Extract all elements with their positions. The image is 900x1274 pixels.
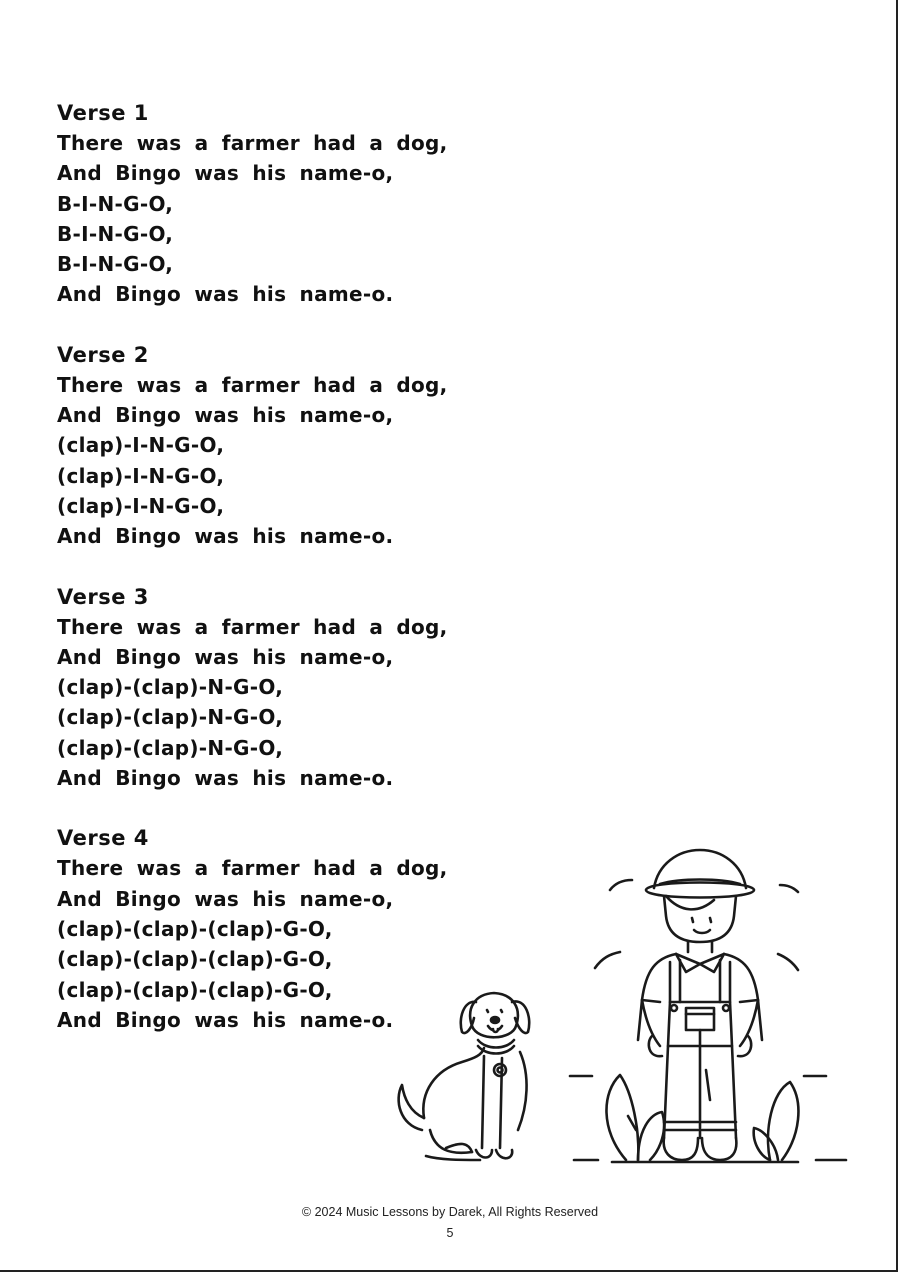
verse-line: B-I-N-G-O, xyxy=(57,221,174,246)
verse-line: And Bingo was his name-o, xyxy=(57,886,394,911)
verse-line: (clap)-(clap)-N-G-O, xyxy=(57,705,284,730)
verse-line: And Bingo was his name-o, xyxy=(57,403,394,428)
verse-1 xyxy=(57,98,477,310)
page-footer xyxy=(0,1202,900,1244)
copyright-notice: © 2024 Music Lessons by Darek, All Rights Reserved xyxy=(301,1205,599,1219)
verse-line: (clap)-(clap)-(clap)-G-O, xyxy=(57,916,333,941)
farmer-and-dog-illustration xyxy=(380,830,860,1180)
verse-title: Verse 1 xyxy=(57,101,149,125)
verse-line: And Bingo was his name-o. xyxy=(57,766,394,791)
verse-line: And Bingo was his name-o. xyxy=(57,282,394,307)
verse-line: There was a farmer had a dog, xyxy=(57,131,448,155)
farmer-icon xyxy=(570,850,846,1162)
verse-line: And Bingo was his name-o. xyxy=(57,524,394,549)
verse-3 xyxy=(57,582,477,794)
verse-line: And Bingo was his name-o, xyxy=(57,161,394,186)
verse-line: (clap)-(clap)-N-G-O, xyxy=(57,675,284,700)
dog-icon xyxy=(399,993,530,1160)
verse-line: (clap)-I-N-G-O, xyxy=(57,433,225,458)
verse-line: B-I-N-G-O, xyxy=(57,191,174,216)
verse-2 xyxy=(57,340,477,552)
verse-title: Verse 2 xyxy=(57,342,149,367)
verse-line: B-I-N-G-O, xyxy=(57,252,174,277)
verse-line: (clap)-(clap)-(clap)-G-O, xyxy=(57,947,333,972)
page-number: 5 xyxy=(446,1226,454,1240)
verse-line: And Bingo was his name-o, xyxy=(57,644,394,669)
verse-line: There was a farmer had a dog, xyxy=(57,856,448,881)
verse-line: (clap)-(clap)-N-G-O, xyxy=(57,735,284,760)
verse-line: And Bingo was his name-o. xyxy=(57,1007,394,1032)
verse-line: (clap)-I-N-G-O, xyxy=(57,493,225,518)
verse-line: (clap)-(clap)-(clap)-G-O, xyxy=(57,977,333,1002)
verse-line: There was a farmer had a dog, xyxy=(57,372,448,397)
verse-line: (clap)-I-N-G-O, xyxy=(57,463,225,488)
verse-line: There was a farmer had a dog, xyxy=(57,614,448,639)
verse-title: Verse 3 xyxy=(57,584,149,609)
verse-title: Verse 4 xyxy=(57,826,149,851)
